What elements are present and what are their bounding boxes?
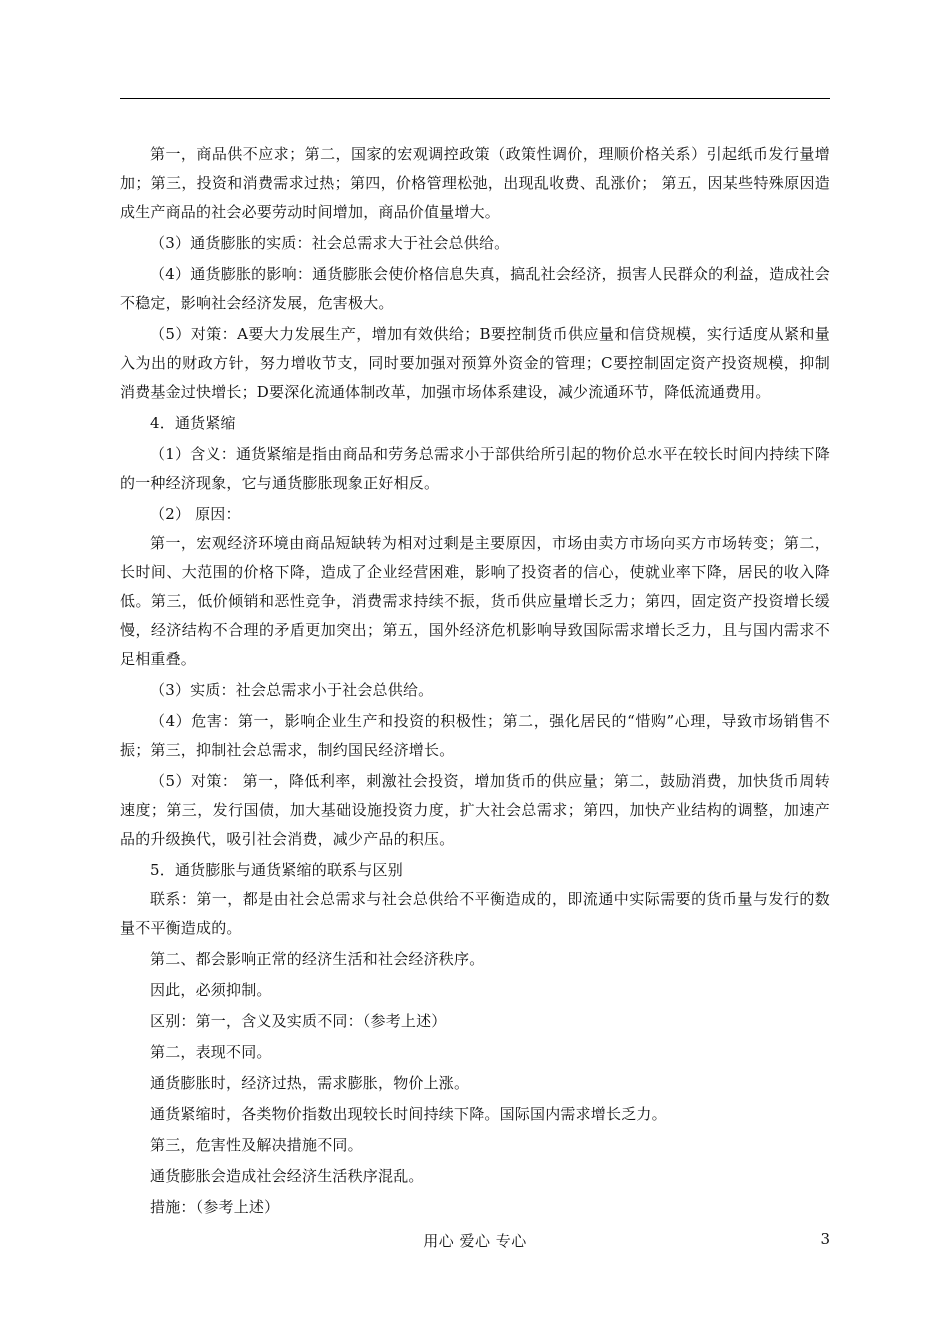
paragraph-deflation-definition: （1）含义：通货紧缩是指由商品和劳务总需求小于部供给所引起的物价总水平在较长时间内持续下降的一种经济现象，它与通货膨胀现象正好相反。 bbox=[120, 445, 830, 492]
footer-motto: 用心 爱心 专心 bbox=[423, 1232, 527, 1250]
document-body bbox=[120, 140, 830, 1222]
paragraph-measures-ref: 措施：（参考上述） bbox=[150, 1198, 280, 1216]
paragraph-difference-harm: 通货膨胀会造成社会经济生活秩序混乱。 bbox=[150, 1167, 424, 1185]
paragraph-relation-1: 联系：第一，都是由社会总需求与社会总供给不平衡造成的，即流通中实际需要的货币量与发行的数量不平衡造成的。 bbox=[120, 890, 830, 937]
paragraph-inflation-causes: 第一，商品供不应求；第二，国家的宏观调控政策（政策性调价，理顺价格关系）引起纸币发行量增加；第三，投资和消费需求过热；第四，价格管理松弛，出现乱收费、乱涨价； 第五，因某些特殊原因造成生产商品的社会必要劳动时间增加，商品价值量增大。 bbox=[120, 145, 830, 221]
paragraph-inflation-impact: （4）通货膨胀的影响：通货膨胀会使价格信息失真，搞乱社会经济，损害人民群众的利益，造成社会不稳定，影响社会经济发展，危害极大。 bbox=[120, 265, 830, 312]
paragraph-difference-deflation: 通货紧缩时，各类物价指数出现较长时间持续下降。国际国内需求增长乏力。 bbox=[150, 1105, 667, 1123]
paragraph-deflation-essence: （3）实质：社会总需求小于社会总供给。 bbox=[150, 681, 434, 699]
paragraph-difference-1: 区别：第一，含义及实质不同：（参考上述） bbox=[150, 1012, 447, 1030]
paragraph-inflation-essence: （3）通货膨胀的实质：社会总需求大于社会总供给。 bbox=[150, 234, 510, 252]
paragraph-deflation-measures: （5）对策： 第一，降低利率，刺激社会投资，增加货币的供应量；第二，鼓励消费，加快货币周转速度；第三，发行国债，加大基础设施投资力度，扩大社会总需求；第四，加快产业结构的调整，加速产品的升级换代，吸引社会消费，减少产品的积压。 bbox=[120, 772, 830, 848]
section-heading-deflation: 4．通货紧缩 bbox=[150, 414, 236, 432]
header-rule bbox=[120, 98, 830, 99]
paragraph-relation-3: 因此，必须抑制。 bbox=[150, 981, 272, 999]
paragraph-inflation-measures: （5）对策：A要大力发展生产，增加有效供给；B要控制货币供应量和信贷规模，实行适度从紧和量入为出的财政方针，努力增收节支，同时要加强对预算外资金的管理；C要控制固定资产投资规模，抑制消费基金过快增长；D要深化流通体制改革，加强市场体系建设，减少流通环节，降低流通费用。 bbox=[120, 325, 830, 401]
paragraph-difference-inflation: 通货膨胀时，经济过热，需求膨胀，物价上涨。 bbox=[150, 1074, 470, 1092]
paragraph-deflation-causes: 第一，宏观经济环境由商品短缺转为相对过剩是主要原因，市场由卖方市场向买方市场转变；第二，长时间、大范围的价格下降，造成了企业经营困难，影响了投资者的信心，使就业率下降，居民的收入降低。第三，低价倾销和恶性竞争，消费需求持续不振，货币供应量增长乏力；第四，固定资产投资增长缓慢，经济结构不合理的矛盾更加突出；第五，国外经济危机影响导致国际需求增长乏力，且与国内需求不足相重叠。 bbox=[120, 534, 830, 668]
paragraph-deflation-causes-heading: （2） 原因： bbox=[150, 505, 241, 523]
paragraph-difference-2: 第二，表现不同。 bbox=[150, 1043, 272, 1061]
page-number: 3 bbox=[820, 1230, 830, 1248]
paragraph-relation-2: 第二、都会影响正常的经济生活和社会经济秩序。 bbox=[150, 950, 485, 968]
paragraph-deflation-harm: （4）危害：第一，影响企业生产和投资的积极性；第二，强化居民的“惜购”心理，导致市场销售不振；第三，抑制社会总需求，制约国民经济增长。 bbox=[120, 712, 830, 759]
section-heading-relation: 5．通货膨胀与通货紧缩的联系与区别 bbox=[150, 861, 403, 879]
paragraph-difference-3: 第三，危害性及解决措施不同。 bbox=[150, 1136, 363, 1154]
